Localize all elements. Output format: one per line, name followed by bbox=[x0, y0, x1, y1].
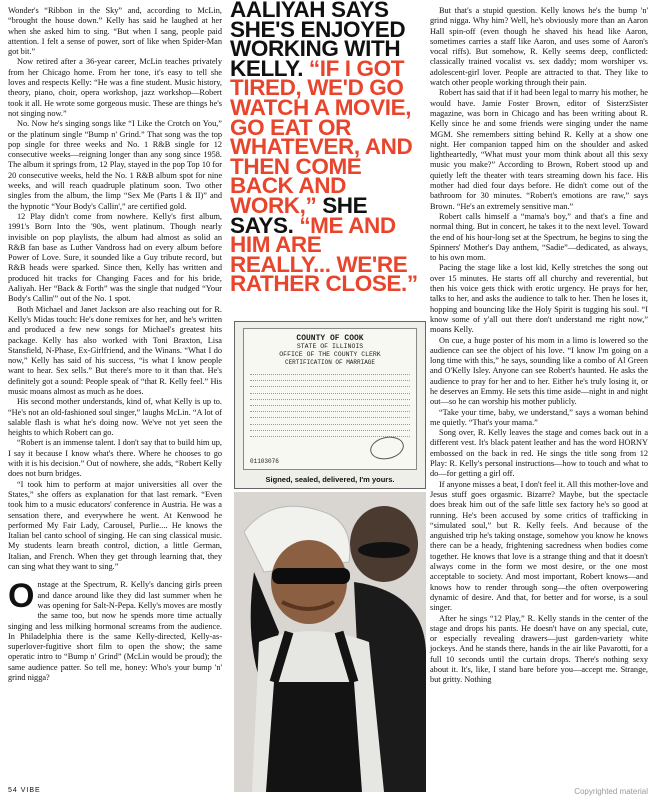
paragraph: Pacing the stage like a lost kid, Kelly stretches the song out over 15 minutes. He starts off all churchy and reverential, but then his voice gets thick with erotic urgency. He prays for her, talks to her, and asks the audience to talk to her. Then he loses it, hopping and bouncing like the Holy Spirit is tugging his soul. “I know some of y'all out there don't understand me right now,” moans Kelly. bbox=[430, 263, 648, 335]
seal-stamp-icon bbox=[368, 434, 406, 463]
certificate-county: COUNTY OF COOK bbox=[296, 334, 364, 343]
pull-quote-quote: “IF I GOT TIRED, WE'D GO WATCH A MOVIE, GO EAT OR WHATEVER, AND THEN COME BACK AND WORK,” bbox=[230, 55, 413, 218]
certificate-number: 01103076 bbox=[250, 458, 279, 465]
paragraph: Song over, R. Kelly leaves the stage and comes back out in a different vest. It's black patent leather and has the word HORNY embossed on the back in red. He sings the title song from 12 Play: R. Kelly's personal instructions—how to touch and what to do—for getting a girl off. bbox=[430, 428, 648, 479]
paragraph: After he sings “12 Play,” R. Kelly stands in the center of the stage and drops his pants. He doesn't have on any special, cute, or especially revealing drawers—just garden-variety white jockeys. And he stands there, hands in the air like Pavarotti, for a full 10 seconds until the curtain drops. There's nothing sexy about it. It's, like, I stand bare before you—accept me. Strange, but gritty. Nothing bbox=[430, 613, 648, 685]
paragraph: Both Michael and Janet Jackson are also reaching out for R. Kelly's Midas touch: He's done remixes for her, and he's written and produced a few new songs for Michael's greatest hits package. Kelly has also worked with Toni Braxton, Lisa Stansfield, N-Phase, Ex-Girlfriend, and the Winans. “What I do now,” Kelly has said of his success, “is what I know people want to hear. Sex sells.” But there's more to it than that. He's definitely got a sound: People speak of “that R. Kelly feel.” His music moans almost as much as he does. bbox=[8, 304, 222, 396]
paragraph: “Take your time, baby, we understand,” says a woman behind me quietly. “That's your mama.” bbox=[430, 407, 648, 427]
paragraph-text: nstage at the Spectrum, R. Kelly's dancing girls preen and dance around like they did last summer when he was opening for Salt-N-Pepa. Kelly's moves are mostly the same too, but now he spends more time actually singing and less milking hormonal screams from the audience. In Philadelphia there is the same Kelly-directed, Kelly-as-superlover-fugitive short film to open the show; the same operatic intro to “Bump n' Grind” (McLin would be proud); the same audience patter. So tell me, honey: Who's your bump 'n' grind nigga? bbox=[8, 580, 222, 682]
paragraph: His second mother understands, kind of, what Kelly is up to. “He's not an old-fashioned soul singer,” laughs McLin. “A lot of salable flash is what he's doing now. We've not yet seen the heights to which Robert can go. bbox=[8, 397, 222, 438]
paragraph: But that's a stupid question. Kelly knows he's the bump 'n' grind nigga. Why him? Well, he's obviously more than an Aaron Hall spin-off (even though he shaved his head like Aaron, sometimes carries a staff like Aaron, and uses some of Aaron's vocal riffs). But somehow, R. Kelly seems deep, conflicted: classically trained vocalist vs. sex daddy; mom worshiper vs. adolescent-girl lover. People are attracted to that. They like to watch other people working through their pain. bbox=[430, 6, 648, 88]
certificate-document bbox=[243, 328, 417, 470]
image-caption: Signed, sealed, delivered, I'm yours. bbox=[265, 475, 395, 484]
paragraph: Robert calls himself a “mama's boy,” and that's a fine and normal thing. But in concert, he takes it to the next level. Toward the end of his hour-long set at the Spectrum, he begins to sing the Spinners' Mother's Day anthem, “Sadie”—dedicated, as always, to his own mom. bbox=[430, 211, 648, 263]
certificate-title: CERTIFICATION OF MARRIAGE bbox=[284, 359, 375, 366]
pull-quote bbox=[230, 0, 425, 297]
article-column-left bbox=[8, 6, 222, 683]
section-paragraph bbox=[8, 577, 222, 683]
photo-aaliyah-and-r-kelly bbox=[234, 492, 426, 792]
paragraph: Robert has said that if it had been legal to marry his mother, he would have. Jamie Foster Brown, editor of SisterzSister magazine, was born in Chicago and has been writing about R. Kelly since he and some friends were singing under the name MGM. She remembers sitting behind R. Kelly at a show one night. Her companion tapped him on the shoulder and asked lightheartedly, “What must your mom think about all this sexy music you make?” According to Brown, Robert stood up and quietly left the theater with tears streaming down his face. His mother had died four days before. He didn't come out of the bathroom for 30 minutes. “Robert's emotions are raw,” says Brown. “He's an extremely sensitive man.” bbox=[430, 88, 648, 211]
paragraph: 12 Play didn't come from nowhere. Kelly's first album, 1991's Born Into the '90s, went platinum. Though nearly invisible on pop playlists, the album had almost as solid an R&B fan base as Luther Vandross had on every album before Power of Love. Sure, it sounded like a Guy tribute record, but R&B heads were sparked. Since then, Kelly has written and produced hit tracks for Changing Faces and for his bride, Aaliyah. Her “Back & Forth” was the single that nudged “Your Body's Callin'” out of the No. 1 spot. bbox=[8, 211, 222, 304]
pull-quote-attribution: SHE SAYS. bbox=[230, 192, 368, 238]
certificate-form-lines bbox=[250, 371, 410, 437]
paragraph: If anyone misses a beat, I don't feel it. All this mother-love and Jesus stuff goes orgasmic. Bizarre? Maybe, but the spectacle does break him out of the safe little sex factory he's so good at running. He's been accused by some critics of trafficking in “simulated soul,” but R. Kelly feels. And because of the anguished trip he's taking onstage, somehow you know he knows there can be a heady, frightening sacredness when bodies come together. He knows that love is a strange thing and that it doesn't always come in the form we most desire, or the one most acceptable to society. And most important, Robert knows—and knows how to render through song—the often overpowering dynamic of desire. And that, for better and for worse, is a soul singer. bbox=[430, 479, 648, 613]
paragraph: Wonder's “Ribbon in the Sky” and, according to McLin, “brought the house down.” Kelly has said he laughed at her when she asked him to sing. “But when I sang, people paid attention. I felt a sense of power, sort of like when Spider-Man got bit.” bbox=[8, 6, 222, 57]
certificate-office: OFFICE OF THE COUNTY CLERK bbox=[279, 351, 381, 358]
paragraph: “Robert is an immense talent. I don't say that to build him up, I say it because I know what's there. Where he chooses to go with it is his decision.” Out of nowhere, she adds, “Robert Kelly does not burn bridges. bbox=[8, 438, 222, 479]
paragraph: “I took him to perform at major universities all over the States,” she offers as explanation for that last remark. “Even took him to a music educators' conference in Austria. He was a sensation there, and everywhere he went. At Kenwood he performed My Fair Lady, Carousel, Purlie.... He knows the Italian bel canto school of singing. He can sing classical music. My students learn breath control, diction, a little German, Italian, and French. When they get through learning that, they can sing what they want to sing.” bbox=[8, 479, 222, 572]
pull-quote-lead: AALIYAH SAYS SHE'S ENJOYED WORKING WITH KELLY. bbox=[230, 0, 406, 81]
copyright-watermark: Copyrighted material bbox=[574, 787, 648, 796]
paragraph: No. Now he's singing songs like “I Like the Crotch on You,” or the platinum single “Bump n' Grind.” That song was the top pop single for three weeks and No. 1 R&B single for 12 consecutive weeks—reigning longer than any song since 1958. The album it springs from, 12 Play, stayed in the pop Top 10 for 20 consecutive weeks, held the No. 1 R&B album spot for nine weeks, and will reach quadruple platinum soon. Two other singles from the album, the limp “Sex Me (Parts I & II)” and the hypnotic “Your Body's Callin',” are certified gold. bbox=[8, 119, 222, 211]
page-folio: 54 VIBE bbox=[8, 787, 41, 794]
certificate-state: STATE OF ILLINOIS bbox=[296, 343, 364, 350]
article-column-right bbox=[430, 6, 648, 686]
drop-cap: O bbox=[8, 577, 35, 616]
pull-quote-quote-end: “ME AND HIM ARE REALLY... WE'RE RATHER CLOSE.” bbox=[230, 212, 418, 297]
paragraph: Now retired after a 36-year career, McLin teaches privately from her Chicago home. From her tone, it's easy to tell she loves and respects Kelly: “He was a fine student. Music history, theory, piano, choir, opera workshop, jazz workshop—Robert took it all. He wrote some gorgeous music. These are things he's not singing now.” bbox=[8, 57, 222, 118]
paragraph: On cue, a huge poster of his mom in a limo is lowered so the audience can see the object of his love. “I know I'm going on a long time with this,” he says, sounding like a combo of Al Green and O'Kelly Isley. Anyone can see Robert's haunted. He asks the audience to pray for her and to her. Either he's truly losing it, or he deserves an Emmy. He sets this time aside—night in and night out—so he can worship his mother publicly. bbox=[430, 335, 648, 407]
photo-illustration bbox=[234, 492, 426, 792]
marriage-certificate-image bbox=[234, 321, 426, 489]
